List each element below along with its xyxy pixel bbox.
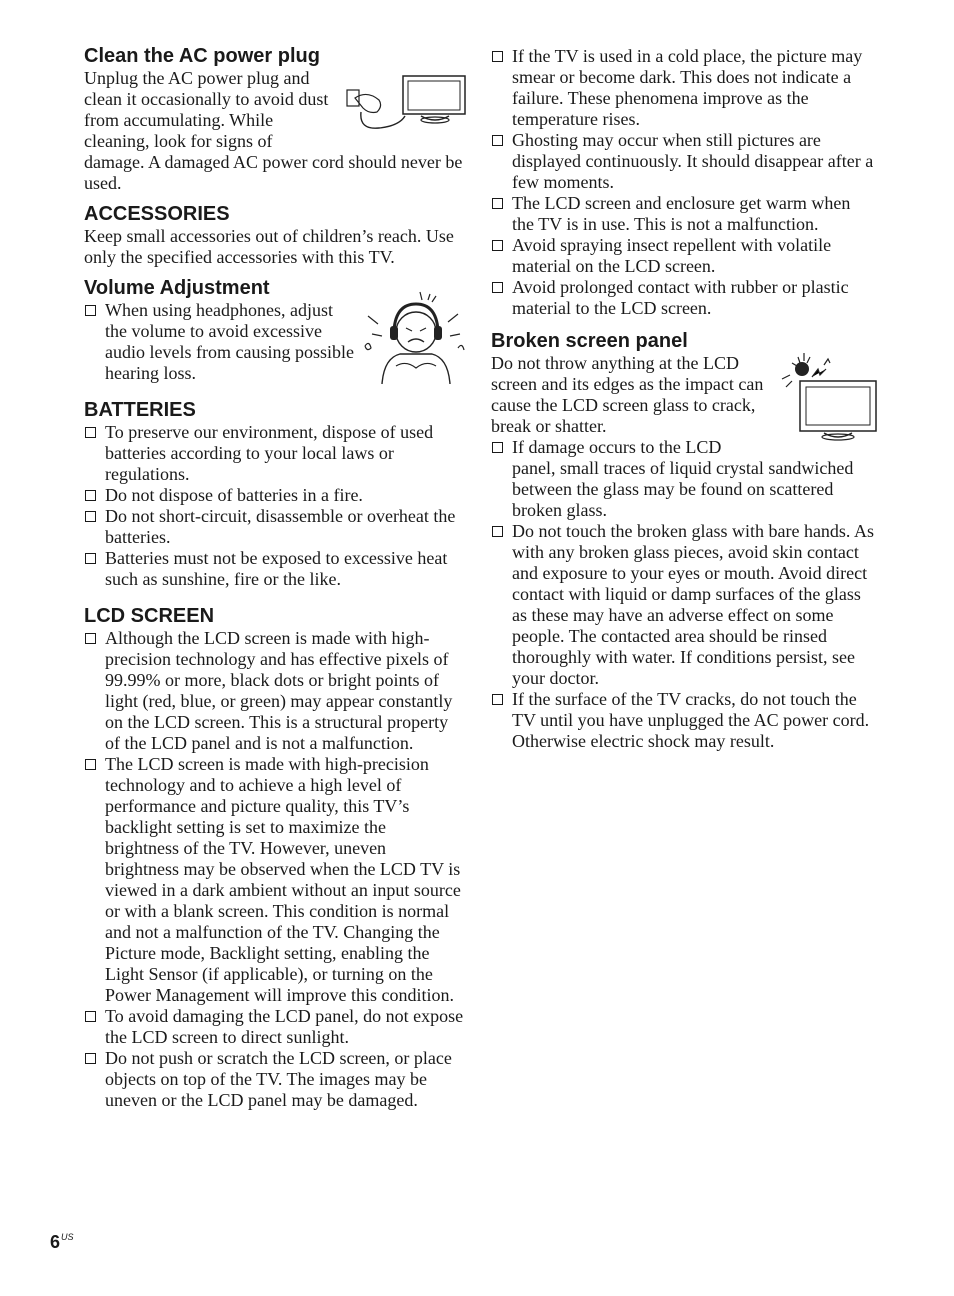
right-column	[491, 44, 876, 760]
heading-clean-plug: Clean the AC power plug	[84, 45, 320, 67]
list-item: Although the LCD screen is made with high-precision technology and has effective pixels of 99.99% or more, black dots or bright points of light (red, blue, or green) may appear constantly on the LCD screen. This is a structural property of the LCD panel and is not a malfunction.	[84, 628, 464, 754]
list-item: The LCD screen is made with high-precision technology and to achieve a high level of performance and picture quality, this TV’s backlight setting is set to maximize the brightness of the TV. However, uneven brightness may be observed when the LCD TV is viewed in a dark ambient without an input source or with a blank screen. This condition is normal and not a malfunction of the TV. Changing the Picture mode, Backlight setting, enabling the Light Sensor (if applicable), or turning on the Power Management will improve this condition.	[84, 754, 464, 1006]
list-item: Do not touch the broken glass with bare hands. As with any broken glass pieces, avoid skin contact and exposure to your eyes or mouth. Avoid direct contact with liquid or damp surfaces of the glass as these may have an adverse effect on some people. The contacted area should be rinsed thoroughly with water. If conditions persist, see your doctor.	[491, 521, 876, 689]
heading-accessories: ACCESSORIES	[84, 203, 230, 225]
list-item: Avoid spraying insect repellent with volatile material on the LCD screen.	[491, 235, 876, 277]
list-item: Do not short-circuit, disassemble or overheat the batteries.	[84, 506, 464, 548]
list-item: Batteries must not be exposed to excessive heat such as sunshine, fire or the like.	[84, 548, 464, 590]
text-broken-screen: Do not throw anything at the LCD screen and its edges as the impact can cause the LCD screen glass to crack, break or shatter.	[491, 353, 764, 436]
list-item: If the TV is used in a cold place, the picture may smear or become dark. This does not indicate a failure. These phenomena improve as the temperature rises.	[491, 46, 876, 130]
list-item: Do not dispose of batteries in a fire.	[84, 485, 464, 506]
text-accessories: Keep small accessories out of children’s reach. Use only the specified accessories with this TV.	[84, 226, 454, 267]
list-item: Ghosting may occur when still pictures are displayed continuously. It should disappear after a few moments.	[491, 130, 876, 193]
list-item: If damage occurs to the LCD panel, small traces of liquid crystal sandwiched between the glass may be found on scattered broken glass.	[491, 437, 876, 521]
list-broken-screen	[491, 437, 876, 752]
page-number	[50, 1232, 74, 1253]
list-volume	[84, 300, 464, 384]
section-lcd-screen	[84, 604, 464, 1111]
list-item: The LCD screen and enclosure get warm when the TV is in use. This is not a malfunction.	[491, 193, 876, 235]
heading-broken-screen: Broken screen panel	[491, 330, 688, 352]
list-item: To preserve our environment, dispose of used batteries according to your local laws or regulations.	[84, 422, 464, 485]
section-clean-plug	[84, 44, 464, 194]
heading-batteries: BATTERIES	[84, 399, 196, 421]
section-lcd-continued	[491, 46, 876, 319]
section-broken-screen	[491, 329, 876, 752]
list-lcd-screen	[84, 628, 464, 1111]
tv-plug-illustration-icon	[339, 72, 467, 134]
list-batteries	[84, 422, 464, 590]
heading-lcd-screen: LCD SCREEN	[84, 605, 215, 627]
section-batteries	[84, 398, 464, 590]
list-item: To avoid damaging the LCD panel, do not expose the LCD screen to direct sunlight.	[84, 1006, 464, 1048]
heading-volume: Volume Adjustment	[84, 277, 270, 299]
list-item: If the surface of the TV cracks, do not touch the TV until you have unplugged the AC power cord. Otherwise electric shock may result.	[491, 689, 876, 752]
list-item: Do not push or scratch the LCD screen, or place objects on top of the TV. The images may be uneven or the LCD panel may be damaged.	[84, 1048, 464, 1111]
list-lcd-continued	[491, 46, 876, 319]
list-item: When using headphones, adjust the volume to avoid excessive audio levels from causing possible hearing loss.	[84, 300, 464, 384]
broken-tv-illustration-icon	[772, 347, 880, 443]
section-volume	[84, 276, 464, 384]
text-clean-plug: Unplug the AC power plug and clean it occasionally to avoid dust from accumulating. While cleaning, look for signs of damage. A damaged AC power cord should never be used.	[84, 68, 463, 193]
left-column	[84, 44, 464, 1119]
page-number-suffix: US	[61, 1232, 74, 1242]
section-accessories	[84, 202, 464, 268]
page-number-value: 6	[50, 1232, 61, 1252]
list-item: Avoid prolonged contact with rubber or plastic material to the LCD screen.	[491, 277, 876, 319]
